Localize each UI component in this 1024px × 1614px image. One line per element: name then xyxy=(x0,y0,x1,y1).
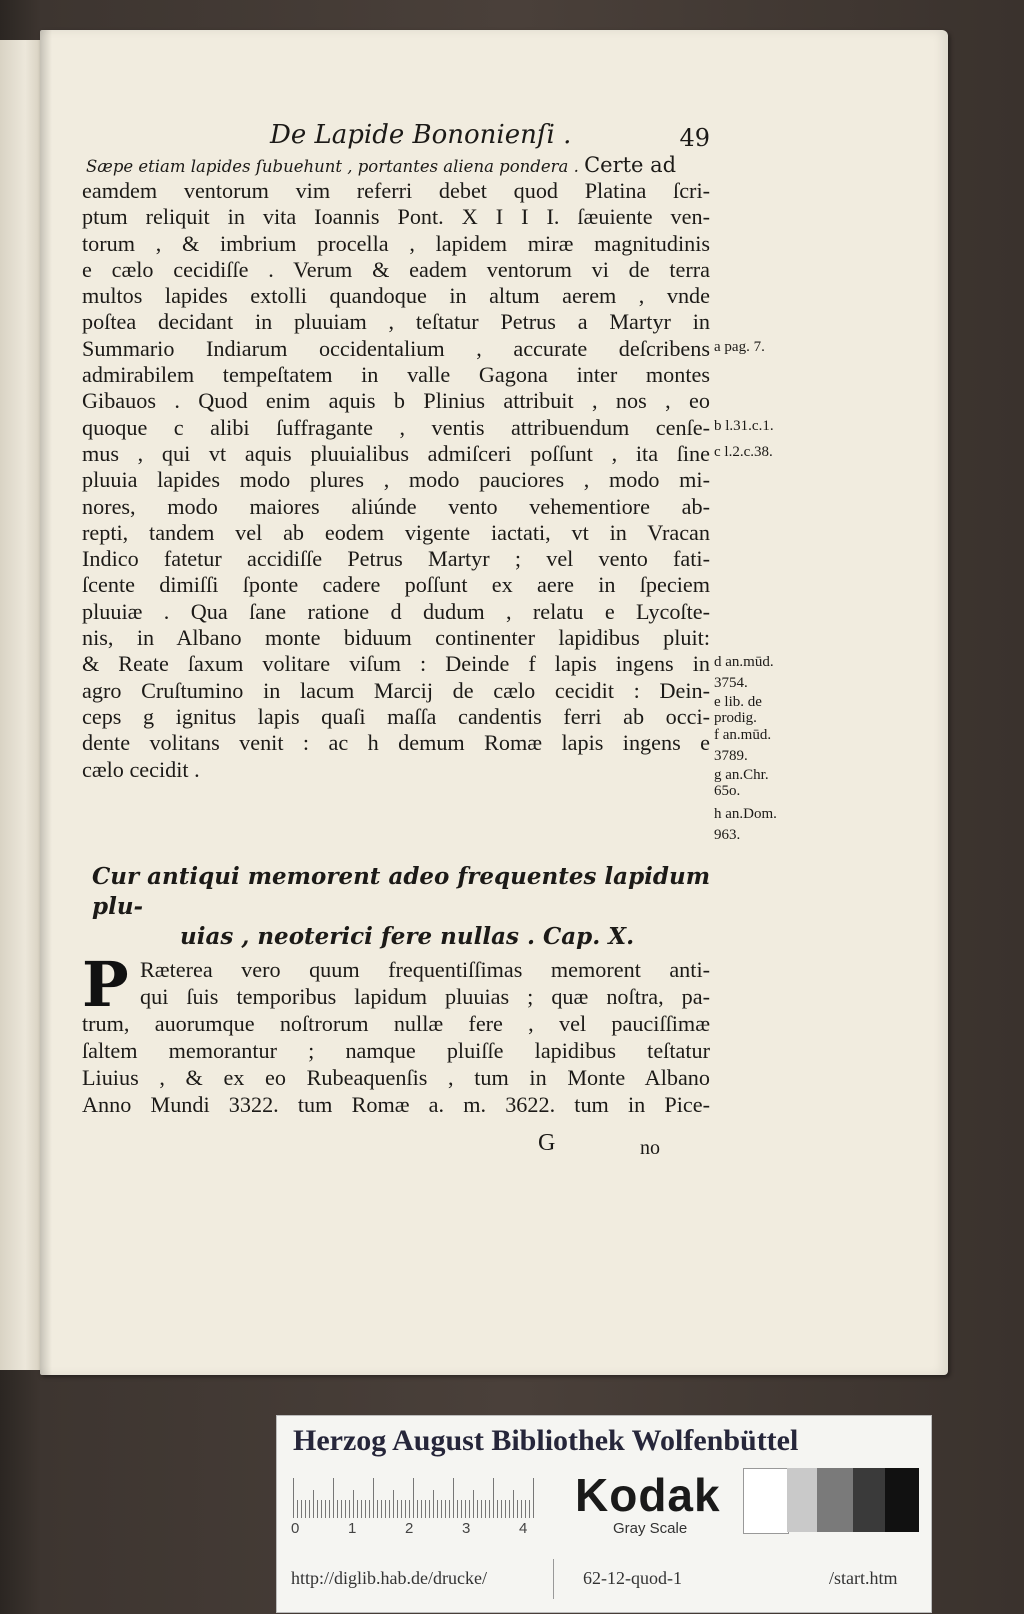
margin-note-g: g an.Chr. xyxy=(714,767,769,783)
ruler-tick xyxy=(501,1500,502,1518)
ruler-tick xyxy=(369,1500,370,1518)
ruler-number: 0 xyxy=(291,1520,300,1537)
text-line: ptum reliquit in vita Ioannis Pont. X I I I. ſæuiente ven- xyxy=(82,204,710,230)
ruler-tick xyxy=(381,1500,382,1518)
text-line: multos lapides extolli quandoque in altum aerem , vnde xyxy=(82,283,710,309)
text-line: quoque c alibi ſuffragante , ventis attribuendum cenſe- xyxy=(82,414,710,440)
ruler-tick xyxy=(377,1500,378,1518)
margin-note-e: e lib. de xyxy=(714,694,762,710)
verse-continuation: Certe ad xyxy=(584,153,677,177)
paragraph-line: qui ſuis temporibus lapidum pluuias ; quæ noſtra, pa- xyxy=(140,984,710,1009)
ruler-tick xyxy=(313,1490,314,1518)
ruler-tick xyxy=(373,1478,374,1518)
ruler-tick xyxy=(441,1500,442,1518)
gray-swatch xyxy=(817,1468,853,1532)
ruler-tick xyxy=(317,1500,318,1518)
text-line: e cælo cecidiſſe . Verum & eadem ventorum vi de terra xyxy=(82,256,710,282)
ruler-tick xyxy=(333,1478,334,1518)
ruler-tick xyxy=(349,1500,350,1518)
ruler-tick xyxy=(529,1500,530,1518)
ruler-tick xyxy=(297,1500,298,1518)
text-line: pluuiæ . Qua ſane ratione d dudum , relatu e Lycoſte- xyxy=(82,598,710,624)
ruler-tick xyxy=(449,1500,450,1518)
ruler-tick xyxy=(401,1500,402,1518)
text-line: admirabilem tempeſtatem in valle Gagona inter montes xyxy=(82,362,710,388)
ruler-tick xyxy=(413,1478,414,1518)
margin-note-a: a pag. 7. xyxy=(714,339,765,355)
ruler-tick xyxy=(409,1500,410,1518)
chapter-paragraph xyxy=(82,948,710,1118)
ruler-tick xyxy=(509,1500,510,1518)
text-line: repti, tandem vel ab eodem vigente iactati, vt in Vracan xyxy=(82,519,710,545)
ruler-tick xyxy=(513,1490,514,1518)
text-line: nores, modo maiores aliúnde vento vehementiore ab- xyxy=(82,493,710,519)
text-line: ceps g ignitus lapis quaſi maſſa candentis ferri ab occi- xyxy=(82,703,710,729)
paragraph-line: Liuius , & ex eo Rubeaquenſis , tum in Monte Albano xyxy=(82,1065,710,1090)
ruler-tick xyxy=(533,1478,534,1518)
chapter-heading xyxy=(92,862,712,952)
ruler-tick xyxy=(453,1478,454,1518)
margin-note-f-year: 3789. xyxy=(714,748,748,764)
ruler-tick xyxy=(429,1500,430,1518)
ruler-tick xyxy=(393,1490,394,1518)
text-line: agro Cruſtumino in lacum Marcij de cælo cecidit : Dein- xyxy=(82,677,710,703)
ruler-tick xyxy=(445,1500,446,1518)
margin-note-f: f an.mūd. xyxy=(714,727,772,743)
ruler-tick xyxy=(465,1500,466,1518)
ruler-tick xyxy=(477,1500,478,1518)
chapter-heading-line-2: uias , neoterici fere nullas . Cap. X. xyxy=(180,923,635,950)
ruler-tick xyxy=(505,1500,506,1518)
margin-note-g-year: 65o. xyxy=(714,783,741,799)
gray-swatch xyxy=(885,1468,919,1532)
ruler-tick xyxy=(489,1500,490,1518)
quoted-verse-line xyxy=(86,153,706,177)
kodak-logo: Kodak xyxy=(575,1469,721,1521)
text-line: pluuia lapides modo plures , modo pauciores , modo mi- xyxy=(82,467,710,493)
gray-swatch xyxy=(853,1468,885,1532)
ruler-tick xyxy=(521,1500,522,1518)
ruler-tick xyxy=(517,1500,518,1518)
ruler-tick xyxy=(345,1500,346,1518)
ruler-tick xyxy=(305,1500,306,1518)
ruler-tick xyxy=(525,1500,526,1518)
page-gutter-shadow xyxy=(40,30,52,1375)
paragraph-line: trum, auorumque noſtrorum nullæ fere , vel pauciſſimæ xyxy=(82,1011,710,1036)
ruler-tick xyxy=(389,1500,390,1518)
ruler-tick xyxy=(301,1500,302,1518)
scale-ruler xyxy=(291,1474,543,1537)
ruler-tick xyxy=(405,1500,406,1518)
margin-note-b: b l.31.c.1. xyxy=(714,418,774,434)
text-line: poſtea decidant in pluuiam , teſtatur Petrus a Martyr in xyxy=(82,309,710,335)
ruler-tick xyxy=(293,1478,294,1518)
text-line: & Reate ſaxum volitare viſum : Deinde f lapis ingens in xyxy=(82,651,710,677)
text-line: mus , qui vt aquis pluuialibus admiſceri poſſunt , ita ſine xyxy=(82,440,710,466)
url-shelfmark: 62-12-quod-1 xyxy=(583,1568,682,1588)
catchword: no xyxy=(640,1137,660,1159)
ruler-tick xyxy=(337,1500,338,1518)
text-line: torum , & imbrium procella , lapidem miræ magnitudinis xyxy=(82,230,710,256)
ruler-number: 3 xyxy=(462,1520,471,1537)
gray-scale-swatches xyxy=(743,1468,919,1532)
margin-note-d: d an.mūd. xyxy=(714,654,774,670)
ruler-tick xyxy=(357,1500,358,1518)
ruler-tick xyxy=(321,1500,322,1518)
url-suffix: /start.htm xyxy=(829,1568,898,1588)
paragraph-line: ſaltem memorantur ; namque pluiſſe lapidibus teſtatur xyxy=(82,1038,710,1063)
gray-swatch xyxy=(787,1468,817,1532)
drop-cap-initial: P xyxy=(82,948,129,1021)
ruler-tick xyxy=(473,1490,474,1518)
margin-note-h-year: 963. xyxy=(714,827,741,843)
text-line: nis, in Albano monte biduum continenter lapidibus pluit: xyxy=(82,625,710,651)
ruler-tick xyxy=(325,1500,326,1518)
ruler-number: 2 xyxy=(405,1520,414,1537)
margin-note-e-source: prodig. xyxy=(714,710,757,726)
ruler-tick xyxy=(421,1500,422,1518)
text-line: Indico fatetur accidiſſe Petrus Martyr ; vel vento fati- xyxy=(82,546,710,572)
text-line: ſcente dimiſſi ſponte cadere poſſunt ex aere in ſpeciem xyxy=(82,572,710,598)
ruler-tick xyxy=(397,1500,398,1518)
chapter-heading-line-1: Cur antiqui memorent adeo frequentes lapidum plu- xyxy=(92,863,711,920)
ruler-tick xyxy=(469,1500,470,1518)
page-number: 49 xyxy=(679,124,710,152)
gray-scale-label: Gray Scale xyxy=(613,1520,688,1537)
facing-page-edge xyxy=(0,40,42,1370)
margin-note-d-year: 3754. xyxy=(714,675,748,691)
ruler-tick xyxy=(433,1490,434,1518)
margin-note-h: h an.Dom. xyxy=(714,806,777,822)
gray-swatch xyxy=(743,1468,789,1534)
ruler-tick xyxy=(497,1500,498,1518)
ruler-tick xyxy=(485,1500,486,1518)
paragraph-line: Ræterea vero quum frequentiſſimas memorent anti- xyxy=(140,957,710,982)
running-title: De Lapide Bononienſi . xyxy=(270,120,572,150)
ruler-tick xyxy=(493,1478,494,1518)
ruler-tick xyxy=(385,1500,386,1518)
paragraph-line: Anno Mundi 3322. tum Romæ a. m. 3622. tum in Pice- xyxy=(82,1092,710,1117)
url-divider xyxy=(553,1559,554,1599)
margin-note-c: c l.2.c.38. xyxy=(714,444,773,460)
ruler-tick xyxy=(417,1500,418,1518)
ruler-tick xyxy=(461,1500,462,1518)
text-line: dente volitans venit : ac h demum Romæ lapis ingens e xyxy=(82,730,710,756)
ruler-tick xyxy=(341,1500,342,1518)
ruler-tick xyxy=(425,1500,426,1518)
ruler-tick xyxy=(361,1500,362,1518)
ruler-tick xyxy=(365,1500,366,1518)
text-line: cælo cecidit . xyxy=(82,756,200,782)
ruler-tick xyxy=(437,1500,438,1518)
ruler-tick xyxy=(329,1500,330,1518)
quoted-verse: Sæpe etiam lapides ſubuehunt , portantes aliena pondera . xyxy=(86,157,579,176)
ruler-tick xyxy=(481,1500,482,1518)
body-text xyxy=(82,178,710,783)
ruler-tick xyxy=(309,1500,310,1518)
library-name: Herzog August Bibliothek Wolfenbüttel xyxy=(293,1424,799,1457)
ruler-number: 1 xyxy=(348,1520,357,1537)
signature-mark: G xyxy=(538,1130,556,1156)
color-calibration-strip xyxy=(276,1415,932,1613)
ruler-number: 4 xyxy=(519,1520,528,1537)
ruler-tick xyxy=(353,1490,354,1518)
text-line: eamdem ventorum vim referri debet quod Platina ſcri- xyxy=(82,178,710,203)
text-line: Gibauos . Quod enim aquis b Plinius attribuit , nos , eo xyxy=(82,388,710,414)
url-base: http://diglib.hab.de/drucke/ xyxy=(291,1568,487,1588)
text-line: Summario Indiarum occidentalium , accurate deſcribens xyxy=(82,335,710,361)
ruler-tick xyxy=(457,1500,458,1518)
